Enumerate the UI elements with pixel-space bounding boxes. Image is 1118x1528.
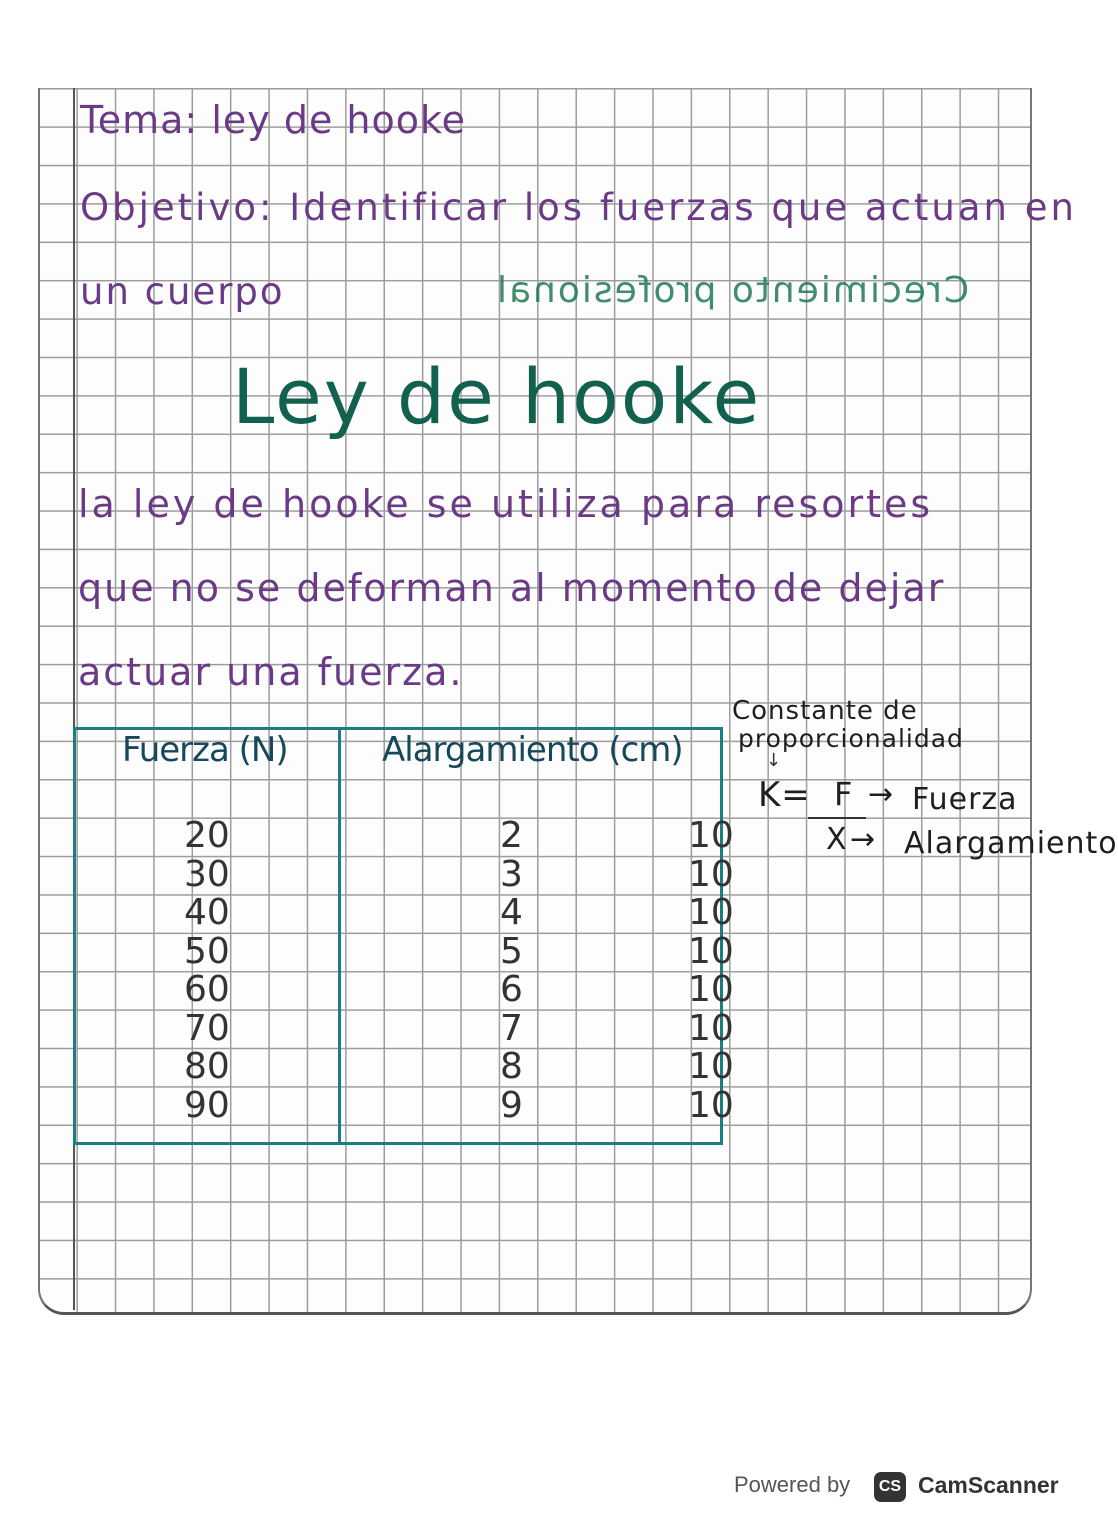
divisor-cell: 10 — [688, 1084, 734, 1126]
alargamiento-cell: 7 — [500, 1007, 523, 1049]
objective-line-1: Objetivo: Identificar los fuerzas que actuan en — [80, 186, 1077, 229]
camscanner-logo-icon: CS — [874, 1472, 906, 1502]
fuerza-cell: 30 — [184, 853, 230, 895]
formula-label-alargamiento: Alargamiento — [904, 826, 1118, 861]
fuerza-cell: 90 — [184, 1084, 230, 1126]
formula-label-fuerza: Fuerza — [912, 782, 1018, 817]
right-arrow-icon: → — [868, 777, 895, 812]
bleed-through-text: Crecimiento profesional — [495, 270, 970, 311]
alargamiento-cell: 6 — [500, 969, 523, 1010]
body-line-3: actuar una fuerza. — [78, 650, 464, 694]
divisor-cell: 10 — [688, 892, 734, 933]
divisor-cell: 10 — [688, 969, 734, 1010]
right-arrow-icon: → — [850, 822, 877, 857]
table-header-alargamiento: Alargamiento (cm) — [382, 730, 683, 770]
camscanner-brand: CamScanner — [918, 1472, 1059, 1498]
divisor-cell: 10 — [688, 853, 734, 895]
body-line-1: la ley de hooke se utiliza para resortes — [78, 482, 934, 526]
powered-by-text: Powered by — [734, 1472, 851, 1497]
divisor-cell: 10 — [688, 1007, 734, 1049]
divisor-cell: 10 — [688, 930, 734, 972]
fuerza-cell: 70 — [184, 1007, 230, 1049]
table-column-divider — [338, 727, 341, 1145]
constant-label-line-1: Constante de — [732, 696, 918, 726]
fuerza-cell: 40 — [184, 892, 230, 933]
divisor-cell: 10 — [688, 815, 734, 856]
alargamiento-cell: 5 — [500, 930, 523, 972]
fuerza-cell: 60 — [184, 969, 230, 1010]
page-title: Ley de hooke — [232, 352, 762, 441]
alargamiento-cell: 2 — [500, 815, 523, 856]
alargamiento-cell: 8 — [500, 1046, 523, 1087]
fuerza-cell: 50 — [184, 930, 230, 972]
formula-denominator: X — [826, 822, 848, 857]
alargamiento-cell: 3 — [500, 853, 523, 895]
constant-label-line-2: proporcionalidad — [738, 724, 964, 753]
alargamiento-cell: 4 — [500, 892, 523, 933]
divisor-cell: 10 — [688, 1046, 734, 1087]
formula-k: K= — [758, 775, 811, 815]
body-line-2: que no se deforman al momento de dejar — [78, 566, 946, 610]
table-header-fuerza: Fuerza (N) — [122, 730, 288, 770]
formula-numerator: F — [834, 775, 854, 813]
data-table — [73, 727, 723, 1145]
fuerza-cell: 80 — [184, 1046, 230, 1087]
alargamiento-cell: 9 — [500, 1084, 523, 1126]
fraction-bar — [808, 817, 866, 819]
down-arrow-icon: ↓ — [766, 750, 783, 771]
fuerza-cell: 20 — [184, 815, 230, 856]
topic-line: Tema: ley de hooke — [80, 98, 467, 142]
objective-line-2: un cuerpo — [80, 270, 285, 313]
